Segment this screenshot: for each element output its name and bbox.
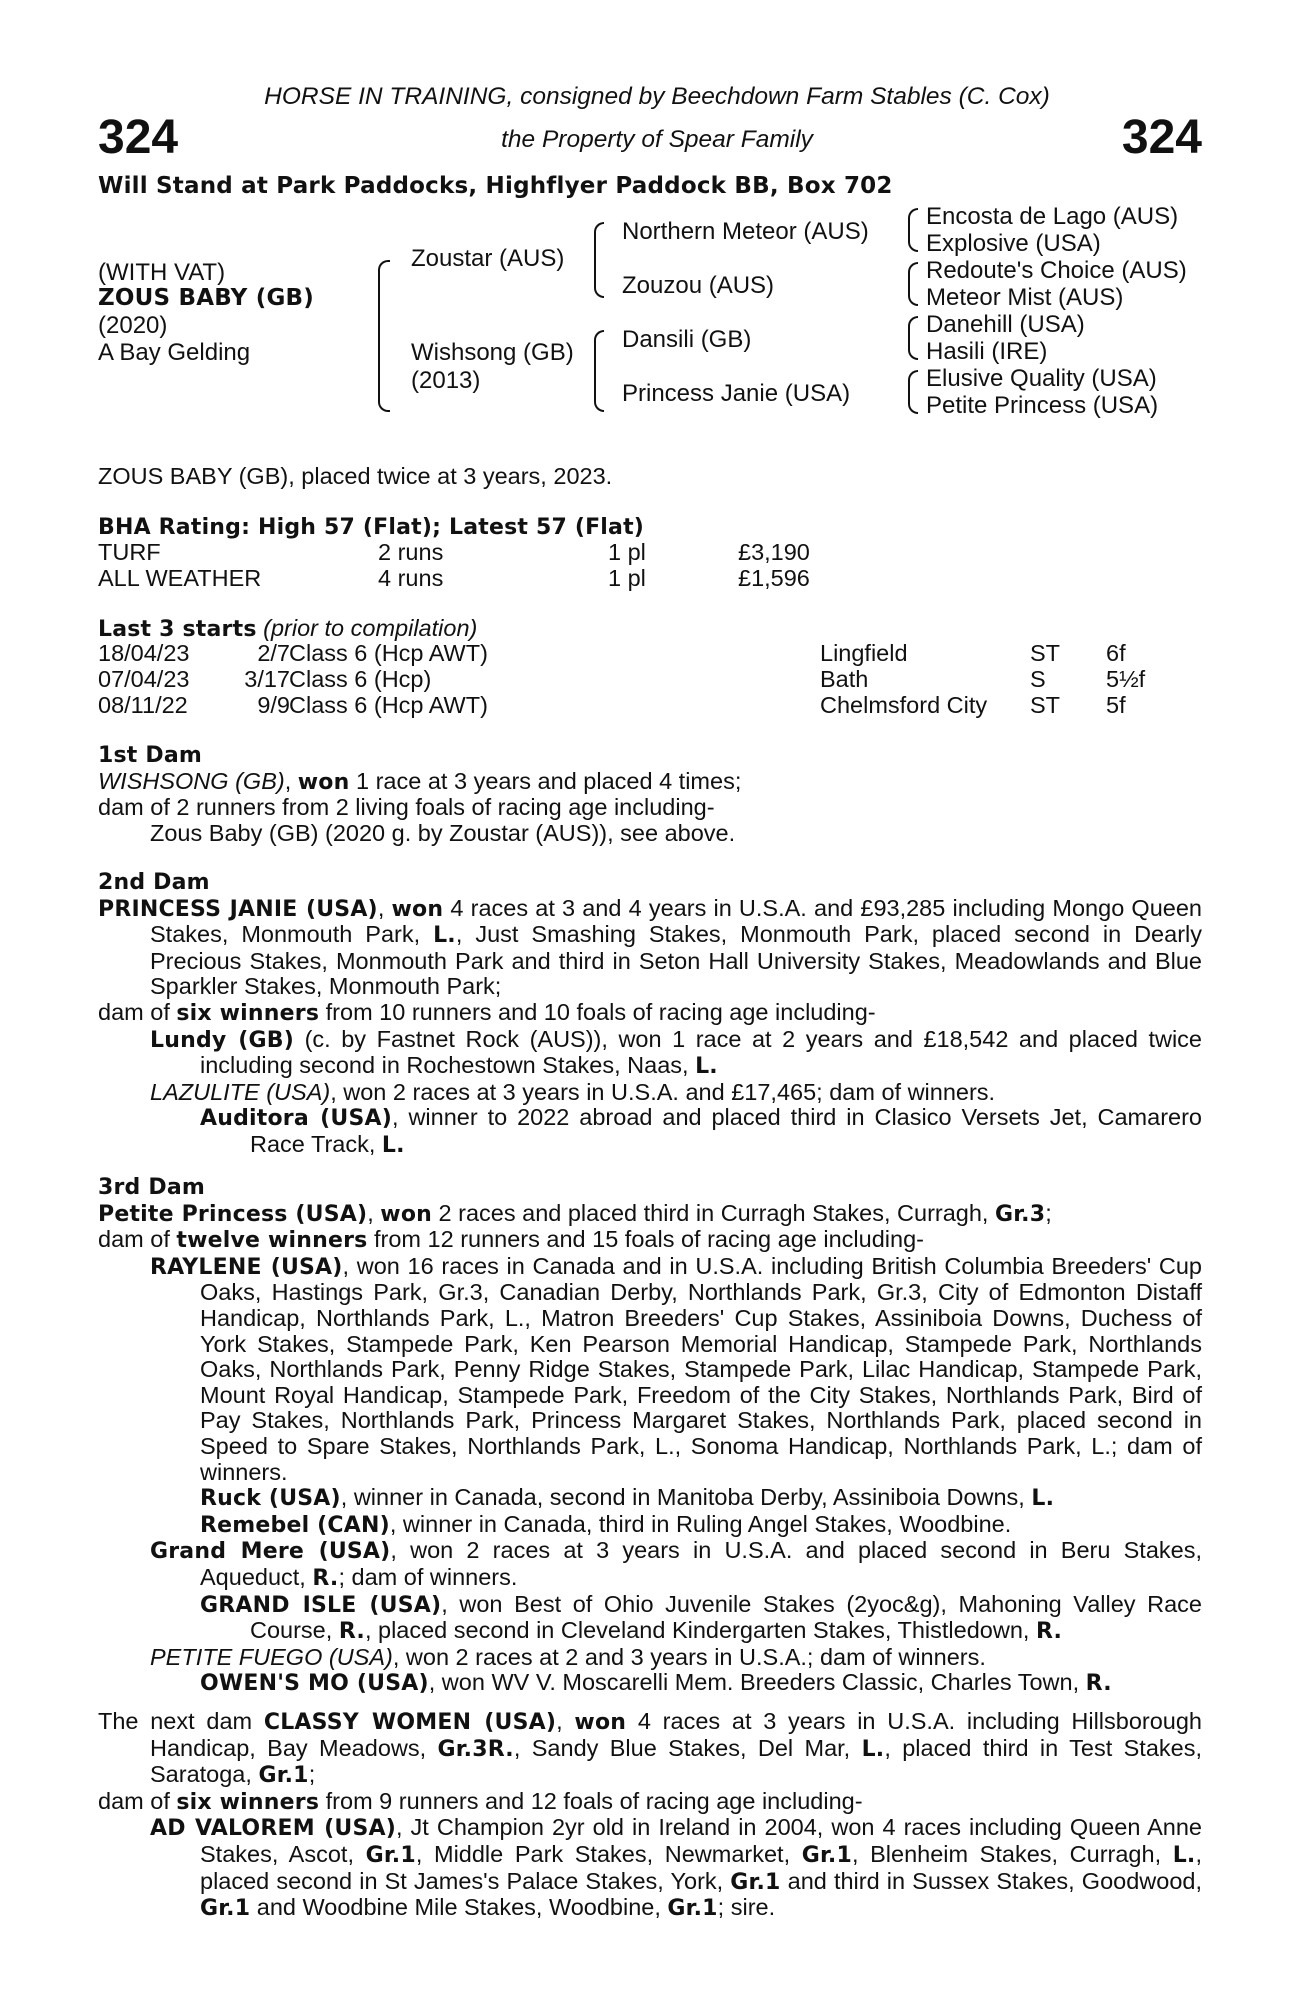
pedigree-sire-sire: Northern Meteor (AUS) (622, 218, 869, 245)
progeny-record: won 16 races in Canada and in U.S.A. including British Columbia Breeders' Cup Oaks, Hastings Park, Gr.3, Canadian Derby, Northlands Park, Gr.3, City of Edmonton Distaff Handicap, Northlands Park, L., Matron Breeders' Cup Stakes, Assiniboia Downs, Duchess of York Stakes, Stampede Park, Ken Pearson Memorial Handicap, Stampede Park, Northlands Oaks, Northlands Park, Penny Ridge Stakes, Stampede Park, Lilac Handicap, Stampede Park, Mount Royal Handicap, Stampede Park, Freedom of the City Stakes, Northlands Park, Bird of Pay Stakes, Northlands Park, Princess Margaret Stakes, Northlands Park, placed second in Speed to Spare Stakes, Northlands Park, L., Sonoma Handicap, Northlands Park, L.; dam of winners. (200, 1252, 1202, 1485)
race-grade: Gr.1 (801, 1842, 852, 1868)
start-date: 08/11/22 (98, 692, 188, 718)
third-dam-record: 2 races and placed third in Curragh Stakes, Curragh, (432, 1199, 995, 1226)
progeny-name: Auditora (USA) (200, 1106, 392, 1132)
winners-count: twelve winners (176, 1228, 368, 1254)
next-dam-name: CLASSY WOMEN (USA) (263, 1710, 557, 1735)
start-position: 9/9 (257, 692, 290, 718)
first-dam-record: 1 race at 3 years and placed 4 times; (349, 767, 742, 794)
race-grade: Gr.3 (995, 1201, 1046, 1227)
start-row (98, 693, 1202, 719)
progeny-name: RAYLENE (USA) (150, 1254, 343, 1280)
progeny-name: PETITE FUEGO (USA) (150, 1643, 393, 1670)
progeny-record-cont: , Middle Park Stakes, Newmarket, (415, 1840, 802, 1867)
start-course: Lingfield (820, 640, 908, 666)
race-grade: Gr.1 (365, 1842, 416, 1868)
start-position: 2/7 (257, 640, 290, 666)
race-grade: Gr.1 (730, 1869, 781, 1895)
start-date: 18/04/23 (98, 640, 190, 666)
pedigree-sdd: Meteor Mist (AUS) (926, 284, 1124, 311)
pedigree-dam-dam: Princess Janie (USA) (622, 380, 851, 407)
progeny-name: LAZULITE (USA) (150, 1078, 331, 1105)
progeny-record-cont: and third in Sussex Stakes, Goodwood, (780, 1867, 1202, 1894)
second-dam-won: won (391, 896, 444, 922)
progeny-name: Lundy (GB) (150, 1027, 295, 1053)
start-row (98, 641, 1202, 667)
progeny-record: , won 2 races at 3 years in U.S.A. and placed second in Beru Stakes, Aqueduct, (200, 1537, 1202, 1590)
progeny-record: , won 2 races at 3 years in U.S.A. and £17,465; dam of winners. (330, 1078, 996, 1105)
rating-row (98, 566, 1202, 592)
start-date: 07/04/23 (98, 666, 190, 692)
next-dam-section: The next dam CLASSY WOMEN (USA), won 4 races at 3 years in U.S.A. including Hillsborough Handicap, Bay Meadows, Gr.3R., Sandy Blue Stakes, Del Mar, L., placed third in Test Stakes, Saratoga, Gr.1; dam of six winners from 9 runners and 12 foals of racing age including- AD VALOREM (USA), Jt Champion 2yr old in Ireland in 2004, won 4 races including Queen Anne Stakes, Ascot, Gr.1, Middle Park Stakes, Newmarket, Gr.1, Blenheim Stakes, Curragh, L., placed second in St James's Palace Stakes, York, Gr.1 and third in Sussex Stakes, Goodwood, Gr.1 and Woodbine Mile Stakes, Woodbine, Gr.1; sire. (98, 1708, 1203, 1922)
pedigree-sss: Encosta de Lago (AUS) (926, 203, 1179, 230)
race-grade: L. (381, 1132, 405, 1158)
rating-runs: 2 runs (378, 539, 444, 565)
progeny-name: Ruck (USA) (200, 1486, 341, 1512)
rating-prize: £3,190 (738, 539, 810, 565)
race-grade: L. (861, 1736, 885, 1762)
progeny-name: OWEN'S MO (USA) (200, 1671, 429, 1697)
pedigree-dam-sire: Dansili (GB) (622, 326, 752, 353)
race-grade: Gr.1 (258, 1763, 309, 1789)
progeny-record: , winner in Canada, second in Manitoba Derby, Assiniboia Downs, (340, 1484, 1032, 1511)
first-dam-section: 1st Dam WISHSONG (GB), won 1 race at 3 years and placed 4 times; dam of 2 runners from 2 living foals of racing age including- Zous Baby (GB) (2020 g. by Zoustar (AUS)), see above. (98, 743, 1202, 846)
start-course: Chelmsford City (820, 692, 988, 718)
lot-number-left: 324 (98, 111, 179, 164)
pedigree-dsd: Hasili (IRE) (926, 338, 1048, 365)
bha-rating-heading: BHA Rating: High 57 (Flat); Latest 57 (Flat) (98, 515, 645, 540)
progeny-record-end: ; dam of winners. (338, 1563, 518, 1590)
progeny-record-cont: , Blenheim Stakes, Curragh, (851, 1840, 1173, 1867)
rating-placed: 1 pl (608, 539, 646, 565)
progeny-record-cont: , placed second in Cleveland Kindergarten Stakes, Thistledown, (364, 1617, 1036, 1644)
next-dam-record-cont: , Sandy Blue Stakes, Del Mar, (513, 1734, 862, 1761)
pedigree-dss: Danehill (USA) (926, 311, 1085, 338)
produce-summary: from 12 runners and 15 foals of racing age including- (367, 1226, 924, 1253)
race-grade: Gr.1 (667, 1896, 718, 1922)
first-dam-produce-line: dam of 2 runners from 2 living foals of racing age including- (98, 794, 715, 821)
race-grade: L. (695, 1054, 718, 1080)
rating-row (98, 540, 1202, 566)
second-dam-heading: 2nd Dam (98, 870, 210, 895)
rating-prize: £1,596 (738, 565, 810, 591)
start-course: Bath (820, 666, 869, 692)
horse-year: (2020) (98, 312, 168, 339)
pedigree-ssd: Explosive (USA) (926, 230, 1101, 257)
race-grade: Gr.3R. (437, 1736, 514, 1762)
progeny-name: GRAND ISLE (USA) (200, 1592, 442, 1618)
start-race: Class 6 (Hcp) (289, 666, 432, 692)
pedigree-brace-3c (908, 316, 918, 360)
pedigree-sire-dam: Zouzou (AUS) (622, 272, 775, 299)
dam-of-label: dam of (98, 1226, 177, 1253)
last-starts-note: (prior to compilation) (263, 615, 478, 641)
third-dam-won: won (380, 1201, 432, 1227)
next-dam-record: 4 races at 3 years in U.S.A. including Hillsborough Handicap, Bay Meadows, (150, 1708, 1203, 1761)
start-row (98, 667, 1202, 693)
produce-summary: from 9 runners and 12 foals of racing age including- (319, 1787, 863, 1814)
second-dam-record-cont: , Just Smashing Stakes, Monmouth Park, placed second in Dearly Precious Stakes, Monmouth Park and third in Seton Hall University Stakes, Meadowlands and Blue Sparkler Stakes, Monmouth Park; (150, 921, 1202, 1000)
pedigree-brace-2a (594, 222, 604, 298)
produce-summary: from 10 runners and 10 foals of racing age including- (319, 998, 876, 1025)
dam-of-label: dam of (98, 1787, 177, 1814)
pedigree-dam: Wishsong (GB) (411, 339, 574, 366)
start-race: Class 6 (Hcp AWT) (289, 640, 488, 666)
race-grade: Gr.1 (200, 1896, 251, 1922)
race-summary: ZOUS BABY (GB), placed twice at 3 years, 2023. (98, 463, 613, 489)
pedigree-sire: Zoustar (AUS) (411, 245, 565, 272)
race-grade: L. (1031, 1486, 1055, 1512)
third-dam-heading: 3rd Dam (98, 1175, 205, 1200)
vat-note: (WITH VAT) (98, 259, 226, 286)
start-distance: 5f (1106, 692, 1126, 718)
start-going: S (1030, 666, 1046, 692)
punctuation: ; (308, 1761, 316, 1788)
next-dam-record-cont: , placed third in Test Stakes, Saratoga, (150, 1734, 1202, 1788)
next-dam-won: won (574, 1710, 627, 1735)
race-grade: R. (338, 1619, 365, 1645)
stand-location: Will Stand at Park Paddocks, Highflyer Paddock BB, Box 702 (98, 173, 893, 199)
first-dam-heading: 1st Dam (98, 743, 203, 768)
pedigree-brace-3d (908, 370, 918, 414)
progeny-record: , won 2 races at 2 and 3 years in U.S.A.; dam of winners. (392, 1643, 986, 1670)
race-grade: R. (312, 1565, 339, 1591)
winners-count: six winners (176, 1000, 320, 1026)
race-grade: R. (1085, 1671, 1112, 1697)
first-dam-won: won (297, 769, 350, 795)
start-race: Class 6 (Hcp AWT) (289, 692, 488, 718)
pedigree-brace-1 (378, 260, 390, 412)
progeny-record: , winner to 2022 abroad and placed third in Clasico Versets Jet, Camarero Race Track, (250, 1104, 1202, 1157)
third-dam-section: 3rd Dam Petite Princess (USA), won 2 races and placed third in Curragh Stakes, Curragh, Gr.3; dam of twelve winners from 12 runners and 15 foals of racing age including- RAYLENE (USA), won 16 races in Canada and in U.S.A. including British Columbia Breeders' Cup Oaks, Hastings Park, Gr.3, Canadian Derby, Northlands Park, Gr.3, City of Edmonton Distaff Handicap, Northlands Park, L., Matron Breeders' Cup Stakes, Assiniboia Downs, Duchess of York Stakes, Stampede Park, Ken Pearson Memorial Handicap, Stampede Park, Northlands Oaks, Northlands Park, Penny Ridge Stakes, Stampede Park, Lilac Handicap, Stampede Park, Mount Royal Handicap, Stampede Park, Freedom of the City Stakes, Northlands Park, Bird of Pay Stakes, Northlands Park, Princess Margaret Stakes, Northlands Park, placed second in Speed to Spare Stakes, Northlands Park, L., Sonoma Handicap, Northlands Park, L.; dam of winners. Ruck (USA), winner in Canada, second in Manitoba Derby, Assiniboia Downs, L. Remebel (CAN), winner in Canada, third in Ruling Angel Stakes, Woodbine. Grand Mere (USA), won 2 races at 3 years in U.S.A. and placed second in Beru Stakes, Aqueduct, R.; dam of winners. GRAND ISLE (USA), won Best of Ohio Juvenile Stakes (2yoc&g), Mahoning Valley Race Course, R., placed second in Cleveland Kindergarten Stakes, Thistledown, R. PETITE FUEGO (USA), won 2 races at 2 and 3 years in U.S.A.; dam of winners. OWEN'S MO (USA), won WV V. Moscarelli Mem. Breeders Classic, Charles Town, R. (98, 1175, 1203, 1697)
pedigree-brace-2b (594, 330, 604, 412)
catalogue-header-title: HORSE IN TRAINING, consigned by Beechdown Farm Stables (C. Cox) (264, 83, 1050, 110)
start-going: ST (1030, 692, 1061, 718)
second-dam-name: PRINCESS JANIE (USA) (98, 896, 378, 922)
second-dam-record: 4 races at 3 and 4 years in U.S.A. and £93,285 including Mongo Queen Stakes, Monmouth Park, (150, 894, 1202, 948)
third-dam-name: Petite Princess (USA) (98, 1201, 368, 1227)
start-distance: 5½f (1106, 666, 1146, 692)
horse-description: A Bay Gelding (98, 339, 251, 366)
start-position: 3/17 (244, 666, 290, 692)
dam-of-label: dam of (98, 998, 177, 1025)
pedigree-sds: Redoute's Choice (AUS) (926, 257, 1187, 284)
progeny-record: (c. by Fastnet Rock (AUS)), won 1 race at 2 years and £18,542 and placed twice including second in Rochestown Stakes, Naas, (200, 1025, 1203, 1079)
progeny-record-cont: and Woodbine Mile Stakes, Woodbine, (250, 1894, 668, 1921)
rating-runs: 4 runs (378, 565, 444, 591)
rating-placed: 1 pl (608, 565, 646, 591)
progeny-record: , winner in Canada, third in Ruling Angel Stakes, Woodbine. (389, 1510, 1012, 1537)
last-starts-title: Last 3 starts (98, 617, 257, 642)
progeny-record-cont: , placed second in St James's Palace Stakes, York, (200, 1840, 1203, 1894)
first-dam-name: WISHSONG (GB) (98, 767, 285, 794)
progeny-name: Grand Mere (USA) (150, 1539, 391, 1565)
pedigree-brace-3b (908, 262, 918, 306)
second-dam-section: 2nd Dam PRINCESS JANIE (USA), won 4 races at 3 and 4 years in U.S.A. and £93,285 including Mongo Queen Stakes, Monmouth Park, L., Just Smashing Stakes, Monmouth Park, placed second in Dearly Precious Stakes, Monmouth Park and third in Seton Hall University Stakes, Meadowlands and Blue Sparkler Stakes, Monmouth Park; dam of six winners from 10 runners and 10 foals of racing age including- Lundy (GB) (c. by Fastnet Rock (AUS)), won 1 race at 2 years and £18,542 and placed twice including second in Rochestown Stakes, Naas, L. LAZULITE (USA), won 2 races at 3 years in U.S.A. and £17,465; dam of winners. Auditora (USA), winner to 2022 abroad and placed third in Clasico Versets Jet, Camarero Race Track, L. (98, 870, 1203, 1158)
progeny-record-end: ; sire. (717, 1894, 776, 1921)
progeny-name: AD VALOREM (USA) (150, 1816, 396, 1842)
pedigree-ddd: Petite Princess (USA) (926, 392, 1159, 419)
progeny-record: , won WV V. Moscarelli Mem. Breeders Classic, Charles Town, (428, 1669, 1086, 1696)
next-dam-lead: The next dam (98, 1708, 264, 1734)
race-grade: R. (1035, 1619, 1063, 1645)
rating-surface: TURF (98, 539, 161, 565)
last-starts-heading (98, 616, 477, 643)
race-grade: L. (433, 923, 456, 949)
race-grade: L. (1172, 1842, 1196, 1868)
pedigree-brace-3a (908, 208, 918, 252)
punctuation: ; (1045, 1199, 1052, 1226)
catalogue-header-subtitle: the Property of Spear Family (501, 126, 813, 153)
pedigree-dds: Elusive Quality (USA) (926, 365, 1157, 392)
rating-surface: ALL WEATHER (98, 565, 262, 591)
first-dam-foal-entry: Zous Baby (GB) (2020 g. by Zoustar (AUS)), see above. (150, 819, 736, 846)
progeny-record: , Jt Champion 2yr old in Ireland in 2004, won 4 races including Queen Anne Stakes, Ascot, (200, 1814, 1202, 1867)
lot-number-right: 324 (1121, 111, 1202, 164)
winners-count: six winners (176, 1789, 320, 1815)
pedigree-dam-year: (2013) (411, 367, 481, 394)
horse-name: ZOUS BABY (GB) (98, 285, 314, 311)
start-distance: 6f (1106, 640, 1126, 666)
start-going: ST (1030, 640, 1061, 666)
progeny-name: Remebel (CAN) (200, 1512, 390, 1538)
progeny-record: , won Best of Ohio Juvenile Stakes (2yoc&g), Mahoning Valley Race Course, (250, 1590, 1203, 1644)
